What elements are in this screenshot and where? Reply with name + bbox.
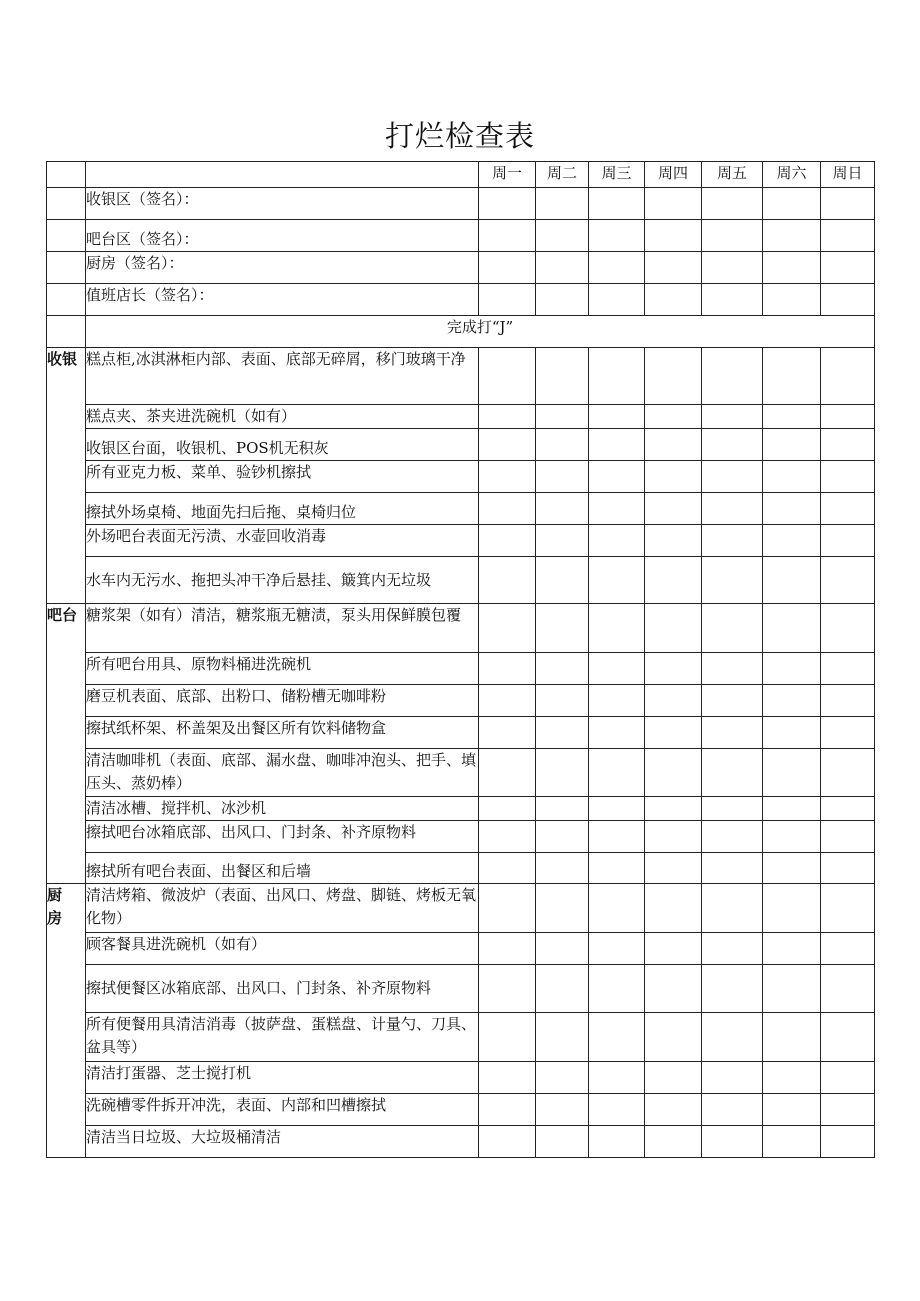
section-label: 吧台: [47, 604, 86, 884]
check-cell-0-5-3[interactable]: [645, 525, 702, 557]
check-cell-1-7-6[interactable]: [821, 853, 875, 884]
check-cell-1-2-0[interactable]: [479, 685, 536, 717]
check-cell-0-0-5[interactable]: [763, 348, 821, 405]
check-cell-1-0-5[interactable]: [763, 604, 821, 653]
check-cell-sig-2-1[interactable]: [536, 252, 589, 284]
check-cell-0-2-0[interactable]: [479, 429, 536, 461]
task-description: 所有便餐用具清洁消毒（披萨盘、蛋糕盘、计量勺、刀具、盆具等）: [86, 1013, 479, 1062]
task-description: 清洁打蛋器、芝士搅打机: [86, 1062, 479, 1094]
check-cell-2-5-3[interactable]: [645, 1094, 702, 1126]
check-cell-1-0-3[interactable]: [645, 604, 702, 653]
day-header: 周一: [479, 162, 536, 188]
check-cell-sig-0-6[interactable]: [821, 188, 875, 220]
check-cell-1-7-0[interactable]: [479, 853, 536, 884]
task-row: [47, 557, 875, 604]
day-header: 周四: [645, 162, 702, 188]
check-cell-1-7-5[interactable]: [763, 853, 821, 884]
check-cell-1-4-6[interactable]: [821, 749, 875, 797]
check-cell-sig-3-6[interactable]: [821, 284, 875, 316]
check-cell-1-6-6[interactable]: [821, 821, 875, 853]
check-cell-2-1-5[interactable]: [763, 933, 821, 965]
task-row: [47, 685, 875, 717]
task-row: [47, 429, 875, 461]
check-cell-0-1-4[interactable]: [702, 405, 763, 429]
check-cell-sig-1-5[interactable]: [763, 220, 821, 252]
task-row: [47, 884, 875, 933]
check-cell-0-0-4[interactable]: [702, 348, 763, 405]
check-cell-sig-0-5[interactable]: [763, 188, 821, 220]
signature-row: [47, 220, 875, 252]
check-cell-1-5-4[interactable]: [702, 797, 763, 821]
check-cell-1-1-1[interactable]: [536, 653, 589, 685]
day-header: 周三: [589, 162, 645, 188]
check-cell-0-0-0[interactable]: [479, 348, 536, 405]
row-spacer-cell: [47, 188, 86, 220]
check-cell-0-4-0[interactable]: [479, 493, 536, 525]
task-description: 糕点柜,冰淇淋柜内部、表面、底部无碎屑，移门玻璃干净: [86, 348, 479, 405]
check-cell-sig-2-2[interactable]: [589, 252, 645, 284]
task-row: [47, 717, 875, 749]
task-row: [47, 1013, 875, 1062]
check-cell-0-4-4[interactable]: [702, 493, 763, 525]
check-cell-2-5-4[interactable]: [702, 1094, 763, 1126]
check-cell-1-2-4[interactable]: [702, 685, 763, 717]
check-cell-sig-3-2[interactable]: [589, 284, 645, 316]
check-cell-0-1-5[interactable]: [763, 405, 821, 429]
task-description: 擦拭便餐区冰箱底部、出风口、门封条、补齐原物料: [86, 965, 479, 1013]
check-cell-2-0-0[interactable]: [479, 884, 536, 933]
check-cell-1-7-2[interactable]: [589, 853, 645, 884]
check-cell-0-0-2[interactable]: [589, 348, 645, 405]
task-row: [47, 1094, 875, 1126]
task-row: [47, 853, 875, 884]
task-description: 清洁咖啡机（表面、底部、漏水盘、咖啡冲泡头、把手、填压头、蒸奶棒）: [86, 749, 479, 797]
check-cell-1-4-5[interactable]: [763, 749, 821, 797]
task-description: 水车内无污水、拖把头冲干净后悬挂、簸箕内无垃圾: [86, 557, 479, 604]
task-description: 糕点夹、茶夹进洗碗机（如有）: [86, 405, 479, 429]
check-cell-2-3-3[interactable]: [645, 1013, 702, 1062]
check-cell-sig-1-4[interactable]: [702, 220, 763, 252]
check-cell-0-4-1[interactable]: [536, 493, 589, 525]
check-cell-sig-3-0[interactable]: [479, 284, 536, 316]
task-description: 洗碗槽零件拆开冲洗，表面、内部和凹槽擦拭: [86, 1094, 479, 1126]
day-header: 周六: [763, 162, 821, 188]
check-cell-sig-3-3[interactable]: [645, 284, 702, 316]
check-cell-2-6-0[interactable]: [479, 1126, 536, 1158]
task-description: 清洁当日垃圾、大垃圾桶清洁: [86, 1126, 479, 1158]
page-title: 打烂检查表: [384, 119, 535, 153]
check-cell-sig-1-1[interactable]: [536, 220, 589, 252]
task-row: [47, 604, 875, 653]
task-description: 所有吧台用具、原物料桶进洗碗机: [86, 653, 479, 685]
task-row: [47, 348, 875, 405]
section-label: 收银: [47, 348, 86, 604]
check-cell-1-4-0[interactable]: [479, 749, 536, 797]
check-cell-1-6-1[interactable]: [536, 821, 589, 853]
task-description: 外场吧台表面无污渍、水壶回收消毒: [86, 525, 479, 557]
check-cell-1-3-4[interactable]: [702, 717, 763, 749]
check-cell-2-1-3[interactable]: [645, 933, 702, 965]
check-cell-2-0-4[interactable]: [702, 884, 763, 933]
check-cell-1-1-2[interactable]: [589, 653, 645, 685]
signature-row: [47, 284, 875, 316]
task-row: [47, 797, 875, 821]
check-cell-sig-1-3[interactable]: [645, 220, 702, 252]
check-cell-1-6-3[interactable]: [645, 821, 702, 853]
check-cell-1-6-4[interactable]: [702, 821, 763, 853]
check-cell-1-2-2[interactable]: [589, 685, 645, 717]
check-cell-0-6-2[interactable]: [589, 557, 645, 604]
check-cell-0-5-2[interactable]: [589, 525, 645, 557]
check-cell-2-6-1[interactable]: [536, 1126, 589, 1158]
check-cell-2-5-0[interactable]: [479, 1094, 536, 1126]
check-cell-sig-1-2[interactable]: [589, 220, 645, 252]
check-cell-0-5-1[interactable]: [536, 525, 589, 557]
task-description: 所有亚克力板、菜单、验钞机擦拭: [86, 461, 479, 493]
check-cell-1-5-0[interactable]: [479, 797, 536, 821]
check-cell-2-1-4[interactable]: [702, 933, 763, 965]
check-cell-2-3-0[interactable]: [479, 1013, 536, 1062]
task-description: 清洁冰槽、搅拌机、冰沙机: [86, 797, 479, 821]
check-cell-sig-0-4[interactable]: [702, 188, 763, 220]
task-row: [47, 493, 875, 525]
check-cell-1-7-3[interactable]: [645, 853, 702, 884]
day-header: 周五: [702, 162, 763, 188]
check-cell-2-3-6[interactable]: [821, 1013, 875, 1062]
row-spacer-cell: [47, 252, 86, 284]
check-cell-1-3-1[interactable]: [536, 717, 589, 749]
check-cell-1-2-6[interactable]: [821, 685, 875, 717]
check-cell-sig-0-2[interactable]: [589, 188, 645, 220]
check-cell-2-0-2[interactable]: [589, 884, 645, 933]
check-cell-2-3-4[interactable]: [702, 1013, 763, 1062]
check-cell-1-3-2[interactable]: [589, 717, 645, 749]
check-cell-0-1-3[interactable]: [645, 405, 702, 429]
check-cell-1-1-6[interactable]: [821, 653, 875, 685]
task-description: 擦拭吧台冰箱底部、出风口、门封条、补齐原物料: [86, 821, 479, 853]
check-cell-0-3-1[interactable]: [536, 461, 589, 493]
check-cell-2-2-1[interactable]: [536, 965, 589, 1013]
check-cell-0-1-6[interactable]: [821, 405, 875, 429]
check-cell-1-3-0[interactable]: [479, 717, 536, 749]
check-cell-2-0-5[interactable]: [763, 884, 821, 933]
task-row: [47, 525, 875, 557]
check-cell-sig-2-4[interactable]: [702, 252, 763, 284]
check-cell-sig-3-4[interactable]: [702, 284, 763, 316]
check-cell-1-1-5[interactable]: [763, 653, 821, 685]
task-description: 擦拭所有吧台表面、出餐区和后墙: [86, 853, 479, 884]
check-cell-sig-0-1[interactable]: [536, 188, 589, 220]
check-cell-0-6-0[interactable]: [479, 557, 536, 604]
check-cell-1-0-0[interactable]: [479, 604, 536, 653]
check-cell-2-4-5[interactable]: [763, 1062, 821, 1094]
check-cell-2-2-6[interactable]: [821, 965, 875, 1013]
check-cell-sig-2-0[interactable]: [479, 252, 536, 284]
check-cell-1-2-3[interactable]: [645, 685, 702, 717]
check-cell-2-1-6[interactable]: [821, 933, 875, 965]
check-cell-2-1-0[interactable]: [479, 933, 536, 965]
check-cell-0-1-1[interactable]: [536, 405, 589, 429]
task-row: [47, 405, 875, 429]
check-cell-2-2-4[interactable]: [702, 965, 763, 1013]
check-cell-2-0-1[interactable]: [536, 884, 589, 933]
check-cell-2-5-5[interactable]: [763, 1094, 821, 1126]
section-label: 厨房: [47, 884, 86, 1158]
check-cell-1-5-2[interactable]: [589, 797, 645, 821]
check-cell-sig-3-1[interactable]: [536, 284, 589, 316]
signature-label: 厨房（签名）：: [86, 252, 479, 284]
day-header: 周二: [536, 162, 589, 188]
check-cell-1-5-5[interactable]: [763, 797, 821, 821]
check-cell-sig-2-6[interactable]: [821, 252, 875, 284]
check-cell-sig-1-6[interactable]: [821, 220, 875, 252]
check-cell-0-2-5[interactable]: [763, 429, 821, 461]
check-cell-1-0-4[interactable]: [702, 604, 763, 653]
check-cell-1-7-4[interactable]: [702, 853, 763, 884]
check-cell-2-2-5[interactable]: [763, 965, 821, 1013]
check-cell-1-0-6[interactable]: [821, 604, 875, 653]
row-spacer-cell: [47, 316, 86, 348]
check-cell-2-3-2[interactable]: [589, 1013, 645, 1062]
check-cell-0-3-5[interactable]: [763, 461, 821, 493]
header-row: [47, 162, 875, 188]
check-cell-0-3-4[interactable]: [702, 461, 763, 493]
check-cell-0-5-4[interactable]: [702, 525, 763, 557]
check-cell-2-6-5[interactable]: [763, 1126, 821, 1158]
check-cell-sig-0-3[interactable]: [645, 188, 702, 220]
check-cell-1-6-5[interactable]: [763, 821, 821, 853]
check-cell-1-4-4[interactable]: [702, 749, 763, 797]
task-row: [47, 965, 875, 1013]
task-row: [47, 933, 875, 965]
task-description: 糖浆架（如有）清洁，糖浆瓶无糖渍，泵头用保鲜膜包覆: [86, 604, 479, 653]
task-row: [47, 653, 875, 685]
check-cell-2-5-2[interactable]: [589, 1094, 645, 1126]
check-cell-0-0-1[interactable]: [536, 348, 589, 405]
check-cell-0-2-1[interactable]: [536, 429, 589, 461]
check-cell-0-4-2[interactable]: [589, 493, 645, 525]
check-cell-2-4-3[interactable]: [645, 1062, 702, 1094]
check-cell-1-3-5[interactable]: [763, 717, 821, 749]
day-header: 周日: [821, 162, 875, 188]
check-cell-2-3-1[interactable]: [536, 1013, 589, 1062]
check-cell-1-3-6[interactable]: [821, 717, 875, 749]
check-cell-2-6-2[interactable]: [589, 1126, 645, 1158]
check-cell-0-2-3[interactable]: [645, 429, 702, 461]
row-spacer-cell: [47, 220, 86, 252]
check-cell-2-5-6[interactable]: [821, 1094, 875, 1126]
check-cell-0-6-4[interactable]: [702, 557, 763, 604]
task-row: [47, 461, 875, 493]
check-cell-1-4-3[interactable]: [645, 749, 702, 797]
check-cell-2-6-4[interactable]: [702, 1126, 763, 1158]
task-description: 擦拭纸杯架、杯盖架及出餐区所有饮料储物盒: [86, 717, 479, 749]
check-cell-2-4-4[interactable]: [702, 1062, 763, 1094]
row-spacer-cell: [47, 284, 86, 316]
check-cell-0-4-5[interactable]: [763, 493, 821, 525]
check-cell-2-2-0[interactable]: [479, 965, 536, 1013]
check-cell-0-3-6[interactable]: [821, 461, 875, 493]
check-cell-2-4-0[interactable]: [479, 1062, 536, 1094]
task-row: [47, 1062, 875, 1094]
task-description: 磨豆机表面、底部、出粉口、储粉槽无咖啡粉: [86, 685, 479, 717]
check-cell-0-5-0[interactable]: [479, 525, 536, 557]
check-cell-1-1-0[interactable]: [479, 653, 536, 685]
check-cell-0-3-2[interactable]: [589, 461, 645, 493]
check-cell-1-5-3[interactable]: [645, 797, 702, 821]
check-cell-2-2-3[interactable]: [645, 965, 702, 1013]
check-cell-0-1-0[interactable]: [479, 405, 536, 429]
check-cell-2-6-6[interactable]: [821, 1126, 875, 1158]
check-cell-0-6-1[interactable]: [536, 557, 589, 604]
check-cell-sig-1-0[interactable]: [479, 220, 536, 252]
check-cell-2-0-6[interactable]: [821, 884, 875, 933]
check-cell-sig-2-3[interactable]: [645, 252, 702, 284]
check-cell-1-4-1[interactable]: [536, 749, 589, 797]
corner-cell: [47, 162, 86, 188]
check-cell-1-2-5[interactable]: [763, 685, 821, 717]
check-cell-2-4-6[interactable]: [821, 1062, 875, 1094]
check-cell-0-4-3[interactable]: [645, 493, 702, 525]
check-cell-0-6-6[interactable]: [821, 557, 875, 604]
check-cell-0-6-5[interactable]: [763, 557, 821, 604]
check-cell-0-5-6[interactable]: [821, 525, 875, 557]
task-description: 收银区台面，收银机、POS机无积灰: [86, 429, 479, 461]
check-cell-2-6-3[interactable]: [645, 1126, 702, 1158]
task-description: 顾客餐具进洗碗机（如有）: [86, 933, 479, 965]
check-cell-0-0-6[interactable]: [821, 348, 875, 405]
check-cell-2-3-5[interactable]: [763, 1013, 821, 1062]
task-description: 清洁烤箱、微波炉（表面、出风口、烤盘、脚链、烤板无氧化物）: [86, 884, 479, 933]
header-blank-cell: [86, 162, 479, 188]
check-cell-1-6-2[interactable]: [589, 821, 645, 853]
checklist-table: [46, 161, 875, 1158]
check-cell-2-2-2[interactable]: [589, 965, 645, 1013]
check-cell-0-6-3[interactable]: [645, 557, 702, 604]
check-cell-1-1-3[interactable]: [645, 653, 702, 685]
check-cell-1-5-1[interactable]: [536, 797, 589, 821]
signature-label: 吧台区（签名）：: [86, 220, 479, 252]
task-row: [47, 1126, 875, 1158]
check-cell-0-2-6[interactable]: [821, 429, 875, 461]
check-cell-1-4-2[interactable]: [589, 749, 645, 797]
signature-label: 收银区（签名）：: [86, 188, 479, 220]
instruction-row: [47, 316, 875, 348]
check-cell-1-2-1[interactable]: [536, 685, 589, 717]
check-cell-1-3-3[interactable]: [645, 717, 702, 749]
signature-row: [47, 188, 875, 220]
task-description: 擦拭外场桌椅、地面先扫后拖、桌椅归位: [86, 493, 479, 525]
check-cell-2-0-3[interactable]: [645, 884, 702, 933]
check-cell-sig-3-5[interactable]: [763, 284, 821, 316]
check-cell-0-4-6[interactable]: [821, 493, 875, 525]
check-cell-0-2-4[interactable]: [702, 429, 763, 461]
check-cell-0-2-2[interactable]: [589, 429, 645, 461]
check-cell-0-5-5[interactable]: [763, 525, 821, 557]
task-row: [47, 749, 875, 797]
check-cell-1-1-4[interactable]: [702, 653, 763, 685]
check-cell-2-5-1[interactable]: [536, 1094, 589, 1126]
signature-label: 值班店长（签名）：: [86, 284, 479, 316]
check-cell-sig-2-5[interactable]: [763, 252, 821, 284]
check-cell-1-5-6[interactable]: [821, 797, 875, 821]
signature-row: [47, 252, 875, 284]
check-cell-2-1-2[interactable]: [589, 933, 645, 965]
check-cell-2-1-1[interactable]: [536, 933, 589, 965]
check-cell-1-0-1[interactable]: [536, 604, 589, 653]
check-cell-0-1-2[interactable]: [589, 405, 645, 429]
task-row: [47, 821, 875, 853]
check-cell-0-3-0[interactable]: [479, 461, 536, 493]
check-cell-2-4-1[interactable]: [536, 1062, 589, 1094]
instruction-note: 完成打“J”: [86, 316, 875, 348]
check-cell-1-7-1[interactable]: [536, 853, 589, 884]
check-cell-2-4-2[interactable]: [589, 1062, 645, 1094]
check-cell-1-6-0[interactable]: [479, 821, 536, 853]
check-cell-1-0-2[interactable]: [589, 604, 645, 653]
check-cell-0-3-3[interactable]: [645, 461, 702, 493]
check-cell-sig-0-0[interactable]: [479, 188, 536, 220]
check-cell-0-0-3[interactable]: [645, 348, 702, 405]
